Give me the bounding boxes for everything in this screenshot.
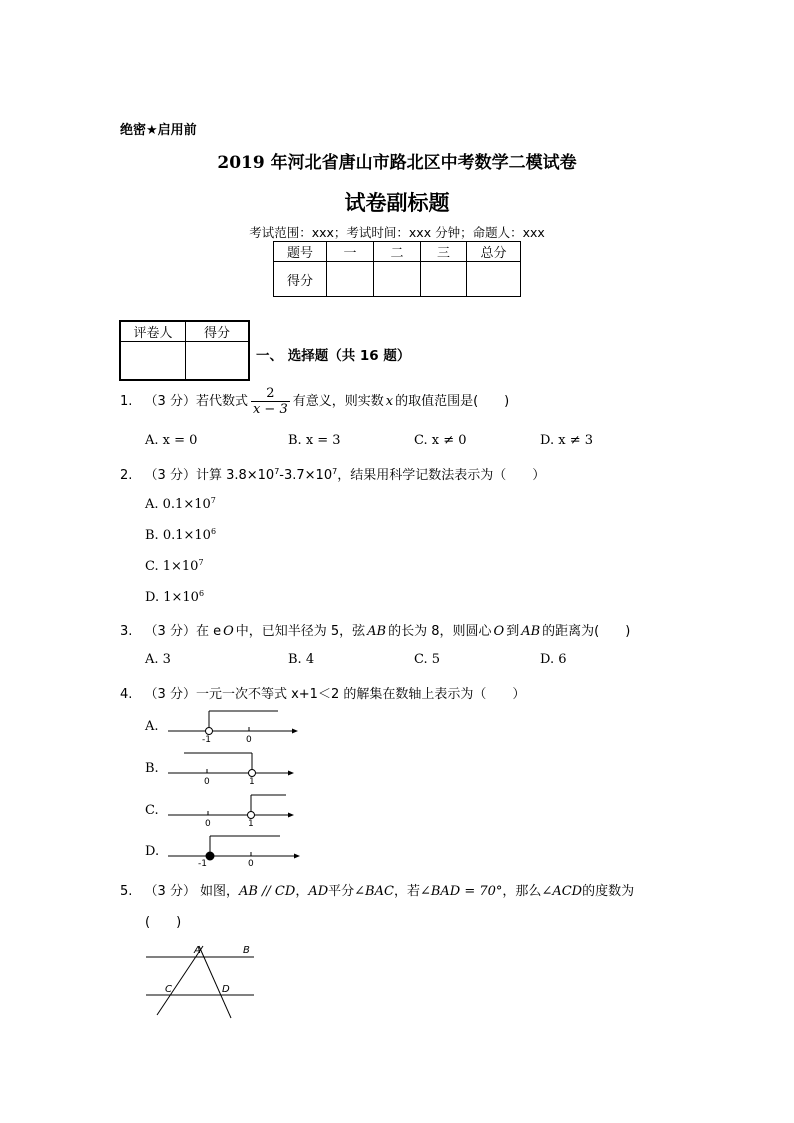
arrow-icon [292, 729, 298, 734]
math-variable: AB [521, 624, 541, 639]
fraction [251, 386, 290, 417]
question-1 [120, 386, 509, 417]
question-number: 3. [120, 624, 133, 639]
math-expression: ∠ACD [541, 884, 583, 899]
exponent: 6 [198, 589, 205, 598]
score-cell: 总分 [467, 242, 521, 262]
question-text: 的度数为 [582, 884, 635, 899]
option-b[interactable] [145, 527, 216, 543]
open-circle-icon [206, 728, 213, 735]
option-b[interactable]: B. x = 3 [288, 433, 341, 448]
question-text: 的长为 8，则圆心 [388, 624, 492, 639]
arrow-icon [288, 771, 294, 776]
question-number: 5. [120, 884, 133, 899]
option-text: B. 0.1×10 [145, 528, 211, 543]
math-variable: AB [367, 624, 387, 639]
question-text: -3.7×10 [279, 468, 333, 483]
exponent: 7 [198, 558, 204, 567]
filled-circle-icon [206, 852, 214, 860]
option-d[interactable] [145, 589, 204, 605]
point-label: B [243, 945, 250, 956]
tick-label: -1 [202, 735, 211, 745]
question-text: 如图， [199, 884, 239, 899]
option-b[interactable]: B. 4 [288, 652, 315, 667]
question-text: 的取值范围是( ) [395, 394, 510, 409]
tick-label: 0 [248, 859, 254, 866]
number-line-b[interactable] [168, 753, 294, 787]
option-a[interactable] [145, 496, 216, 512]
score-blank[interactable] [467, 262, 521, 297]
question-5 [120, 880, 634, 899]
question-text: ， [295, 884, 309, 899]
arrow-icon [294, 854, 300, 859]
option-c-label[interactable]: C. [145, 803, 159, 818]
tick-label: 0 [204, 777, 210, 787]
number-line-a[interactable] [168, 711, 298, 745]
question-text: 到 [506, 624, 520, 639]
tick-label: 1 [249, 777, 255, 787]
question-text: ，那么 [502, 884, 542, 899]
question-2 [120, 464, 545, 483]
question-text: ，若 [393, 884, 420, 899]
open-circle-icon [249, 770, 256, 777]
number-lines-figure [160, 706, 305, 866]
question-text: 平分 [328, 884, 355, 899]
confidential-mark: 绝密★启用前 [120, 123, 197, 138]
option-c[interactable]: C. 5 [414, 652, 441, 667]
grader-header: 得分 [186, 321, 250, 342]
answer-blank: ( ) [145, 915, 182, 930]
option-a[interactable]: A. x = 0 [145, 433, 198, 448]
score-cell: 题号 [274, 242, 327, 262]
section-title: 一、 选择题（共 16 题） [256, 348, 411, 364]
option-d-label[interactable]: D. [145, 844, 160, 859]
grader-blank[interactable] [120, 342, 186, 380]
question-text: 计算 3.8×10 [195, 468, 275, 483]
math-expression: ∠BAC [354, 884, 394, 899]
point-label: C [165, 984, 172, 995]
question-points: （3 分） [144, 624, 196, 639]
math-expression: AD [308, 884, 329, 899]
option-a[interactable]: A. 3 [145, 652, 171, 667]
option-text: D. 1×10 [145, 590, 199, 605]
tick-label: -1 [198, 859, 207, 866]
score-cell: 三 [421, 242, 467, 262]
math-variable: x [385, 394, 394, 409]
question-text: 中，已知半径为 5，弦 [235, 624, 366, 639]
question-4 [120, 683, 525, 702]
score-cell: 二 [374, 242, 421, 262]
score-cell: 得分 [274, 262, 327, 297]
question-text: 若代数式 [195, 394, 248, 409]
question-number: 1. [120, 394, 133, 409]
exponent: 6 [210, 527, 217, 536]
question-3 [120, 620, 630, 639]
option-c[interactable] [145, 558, 204, 574]
question-text: 一元一次不等式 x+1＜2 的解集在数轴上表示为（ ） [195, 687, 526, 702]
arrow-icon [288, 813, 294, 818]
math-variable: O [493, 624, 505, 639]
point-label: A [194, 945, 201, 956]
score-blank[interactable] [421, 262, 467, 297]
geometry-figure [140, 938, 260, 1020]
question-text: 的距离为( ) [542, 624, 631, 639]
fraction-denominator: x − 3 [252, 402, 288, 417]
math-expression: ∠BAD = 70° [419, 884, 503, 899]
math-expression: AB // CD [238, 884, 296, 899]
question-points: （3 分） [144, 884, 196, 899]
option-text: A. 0.1×10 [145, 497, 211, 512]
question-number: 4. [120, 687, 133, 702]
exponent: 7 [274, 467, 280, 476]
grader-table [119, 320, 250, 381]
open-circle-icon [248, 812, 255, 819]
option-d[interactable]: D. 6 [540, 652, 567, 667]
exponent: 7 [332, 467, 338, 476]
option-a-label[interactable]: A. [145, 719, 159, 734]
score-blank[interactable] [327, 262, 374, 297]
number-line-d[interactable] [168, 836, 300, 866]
grader-header: 评卷人 [120, 321, 186, 342]
question-text: ，结果用科学记数法表示为（ ） [337, 468, 546, 483]
question-points: （3 分） [144, 394, 196, 409]
grader-blank[interactable] [186, 342, 250, 380]
exam-subtitle: 试卷副标题 [344, 191, 450, 215]
exam-info: 考试范围：xxx；考试时间：xxx 分钟；命题人：xxx [249, 225, 545, 240]
score-table [273, 241, 521, 297]
option-d[interactable]: D. x ≠ 3 [540, 433, 593, 448]
math-variable: O [223, 624, 234, 639]
question-text: 在 e [195, 624, 222, 639]
score-cell: 一 [327, 242, 374, 262]
option-b-label[interactable]: B. [145, 761, 159, 776]
exam-title: 2019 年河北省唐山市路北区中考数学二模试卷 [217, 153, 577, 173]
question-points: （3 分） [144, 687, 196, 702]
number-line-c[interactable] [168, 795, 294, 829]
point-label: D [222, 984, 230, 995]
option-c[interactable]: C. x ≠ 0 [414, 433, 467, 448]
question-number: 2. [120, 468, 133, 483]
option-text: C. 1×10 [145, 559, 199, 574]
tick-label: 1 [248, 819, 254, 829]
score-blank[interactable] [374, 262, 421, 297]
question-points: （3 分） [144, 468, 196, 483]
tick-label: 0 [246, 735, 252, 745]
tick-label: 0 [205, 819, 211, 829]
exponent: 7 [210, 496, 216, 505]
question-text: 有意义，则实数 [292, 394, 384, 409]
fraction-numerator: 2 [251, 386, 290, 402]
line-ac [157, 946, 203, 1015]
